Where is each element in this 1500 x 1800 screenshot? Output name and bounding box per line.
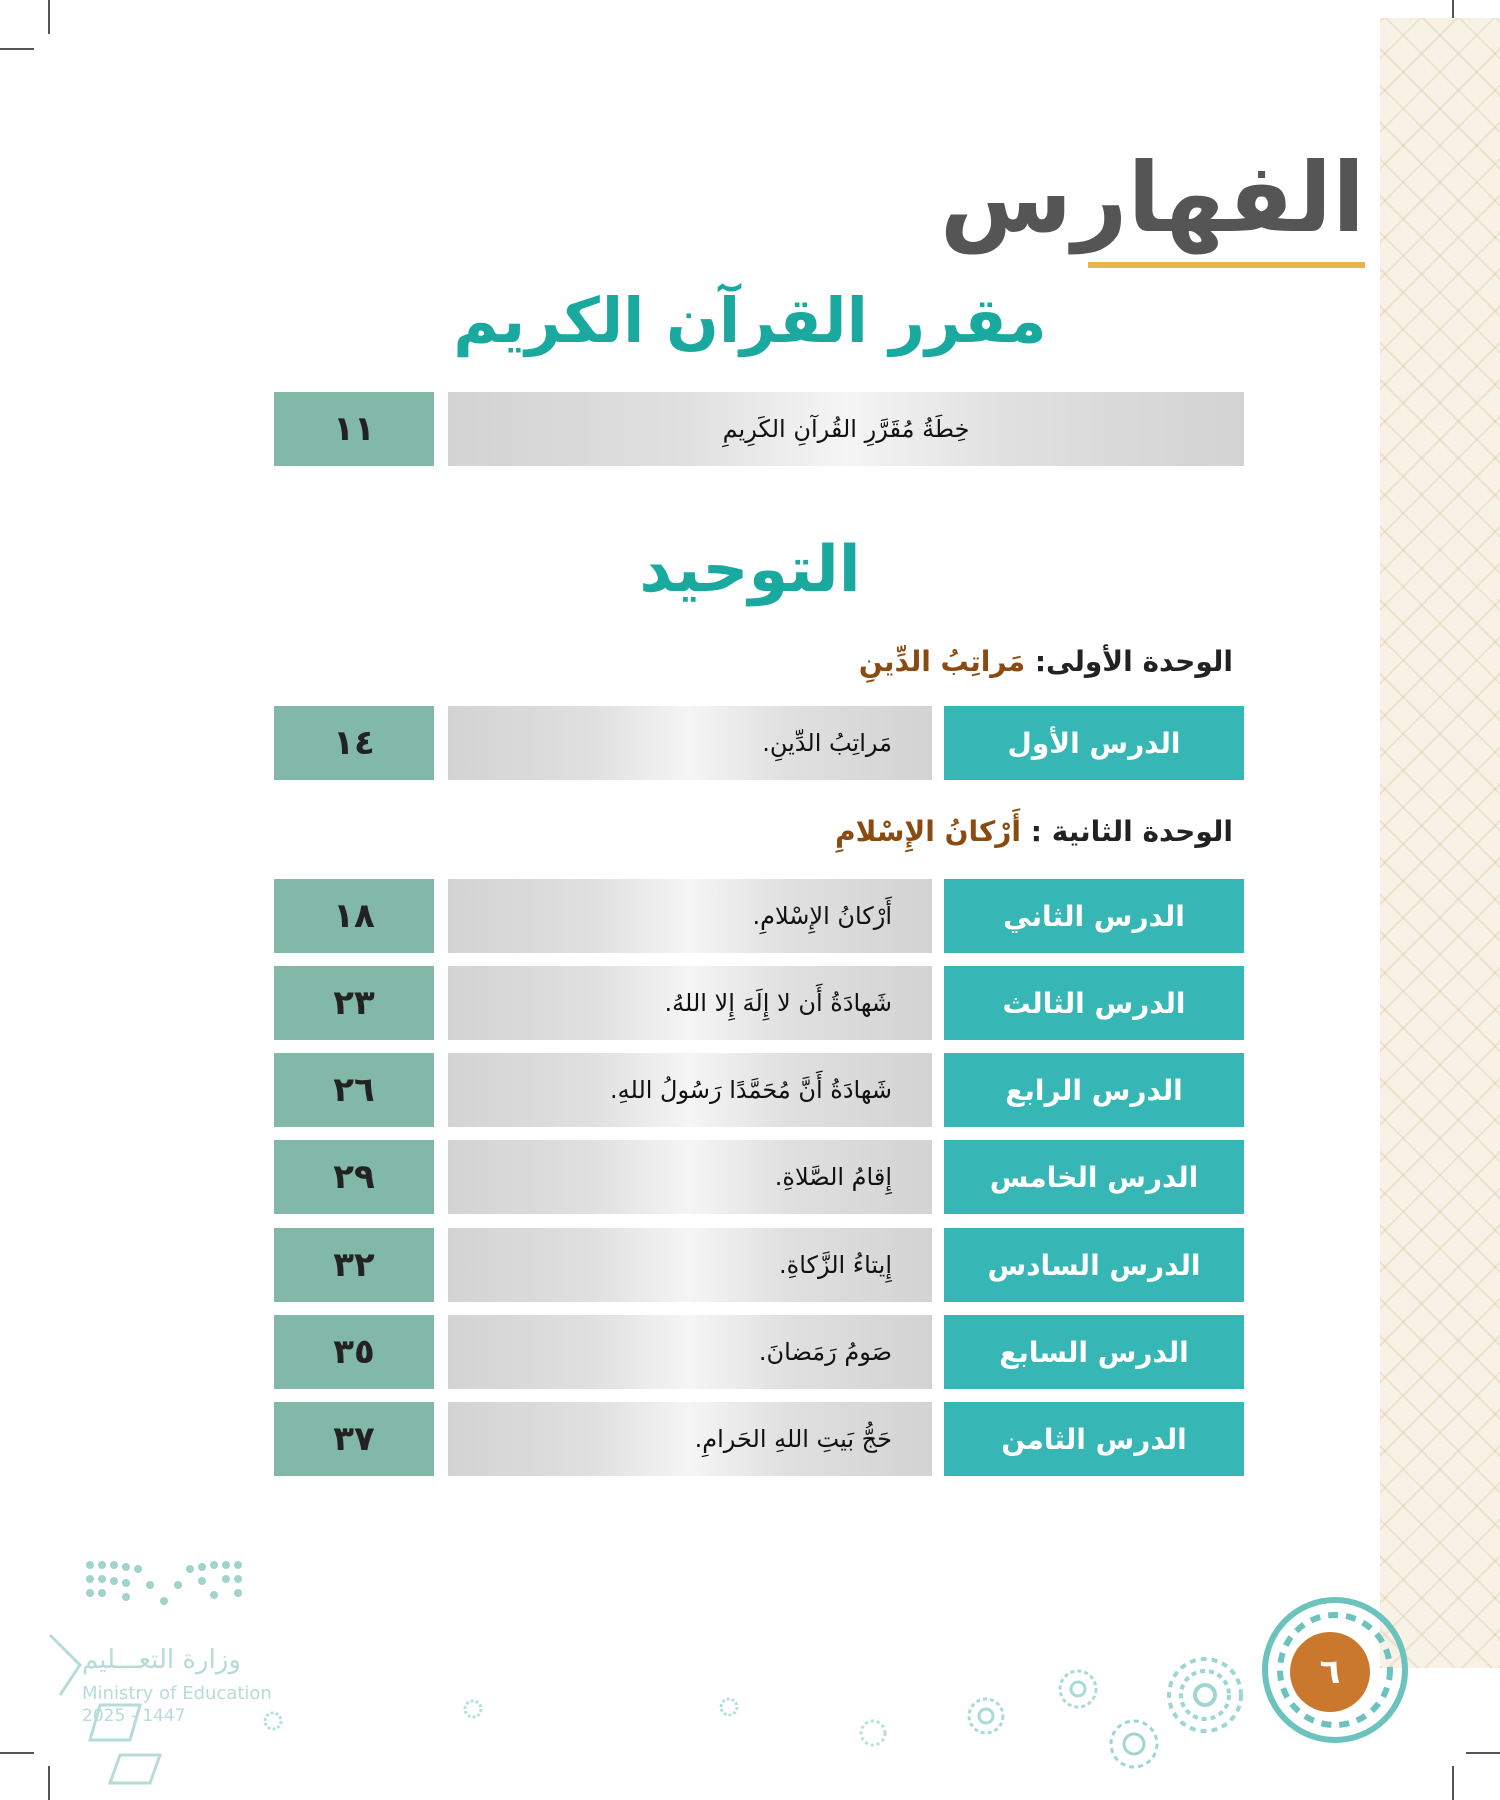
lesson-label-cell: الدرس الثالث (944, 966, 1244, 1040)
page-number-cell: ١١ (274, 392, 434, 466)
crop-mark (1452, 1766, 1454, 1800)
tawheed-section-title: التوحيد (639, 533, 861, 607)
rosette-decoration-icon (262, 1710, 284, 1732)
page-number-cell: ٣٥ (274, 1315, 434, 1389)
quran-section-title: مقرر القرآن الكريم (453, 284, 1047, 357)
unit-1-name: مَراتِبُ الدِّينِ (858, 645, 1026, 678)
ministry-year: 2025 - 1447 (82, 1706, 186, 1726)
unit-2-heading (835, 815, 1233, 848)
lesson-row[interactable] (274, 1140, 1244, 1214)
rosette-decoration-icon (966, 1696, 1006, 1736)
topic-cell: إِقامُ الصَّلاةِ. (448, 1140, 932, 1214)
lesson-label-cell: الدرس الخامس (944, 1140, 1244, 1214)
rosette-decoration-icon (1108, 1718, 1160, 1770)
topic-cell: خِطَةُ مُقَرَّرِ القُرآنِ الكَرِيمِ (448, 392, 1244, 466)
page-number-cell: ٢٦ (274, 1053, 434, 1127)
page-number-cell: ٢٩ (274, 1140, 434, 1214)
unit-1-heading (858, 645, 1233, 678)
page-number-cell: ٢٣ (274, 966, 434, 1040)
page-number-cell: ١٤ (274, 706, 434, 780)
rosette-decoration-icon (858, 1718, 888, 1748)
crop-mark (1466, 1752, 1500, 1754)
lesson-label-cell: الدرس الثامن (944, 1402, 1244, 1476)
lesson-row[interactable] (274, 706, 1244, 780)
decorative-side-pattern (1380, 18, 1500, 1668)
crop-mark (0, 48, 34, 50)
lesson-row[interactable] (274, 879, 1244, 953)
ministry-name-ar: وزارة التعـــليم (82, 1645, 241, 1675)
lesson-row[interactable] (274, 1402, 1244, 1476)
lesson-label-cell: الدرس الرابع (944, 1053, 1244, 1127)
rosette-decoration-icon (718, 1696, 740, 1718)
lesson-row[interactable] (274, 1053, 1244, 1127)
ministry-name-en: Ministry of Education (82, 1683, 272, 1704)
topic-cell: حَجُّ بَيتِ اللهِ الحَرامِ. (448, 1402, 932, 1476)
topic-cell: شَهادَةُ أَنَّ مُحَمَّدًا رَسُولُ اللهِ. (448, 1053, 932, 1127)
page-number-cell: ٣٢ (274, 1228, 434, 1302)
rosette-decoration-icon (1057, 1668, 1099, 1710)
topic-cell: أَرْكانُ الإِسْلامِ. (448, 879, 932, 953)
topic-cell: مَراتِبُ الدِّينِ. (448, 706, 932, 780)
page-number-cell: ٣٧ (274, 1402, 434, 1476)
title-underline (1088, 262, 1365, 268)
topic-cell: صَومُ رَمَضانَ. (448, 1315, 932, 1389)
topic-cell: إِيتاءُ الزَّكاةِ. (448, 1228, 932, 1302)
rosette-decoration-icon (462, 1698, 484, 1720)
page-title: الفهارس (939, 142, 1365, 254)
lesson-label-cell: الدرس السابع (944, 1315, 1244, 1389)
lesson-label-cell: الدرس الأول (944, 706, 1244, 780)
lesson-label-cell: الدرس الثاني (944, 879, 1244, 953)
lesson-label-cell: الدرس السادس (944, 1228, 1244, 1302)
unit-2-label: الوحدة الثانية : (1030, 815, 1233, 848)
topic-cell: شَهادَةُ أَن لا إِلَهَ إِلا اللهُ. (448, 966, 932, 1040)
unit-2-name: أَرْكانُ الإِسْلامِ (835, 815, 1022, 848)
crop-mark (48, 0, 50, 34)
lesson-row[interactable] (274, 1228, 1244, 1302)
rosette-decoration-icon (1165, 1655, 1245, 1735)
crop-mark (0, 1752, 34, 1754)
lesson-row[interactable] (274, 966, 1244, 1040)
quran-plan-row[interactable] (274, 392, 1244, 466)
page-number-cell: ١٨ (274, 879, 434, 953)
unit-1-label: الوحدة الأولى: (1034, 645, 1233, 678)
page-number-badge: ٦ (1290, 1632, 1370, 1712)
lesson-row[interactable] (274, 1315, 1244, 1389)
